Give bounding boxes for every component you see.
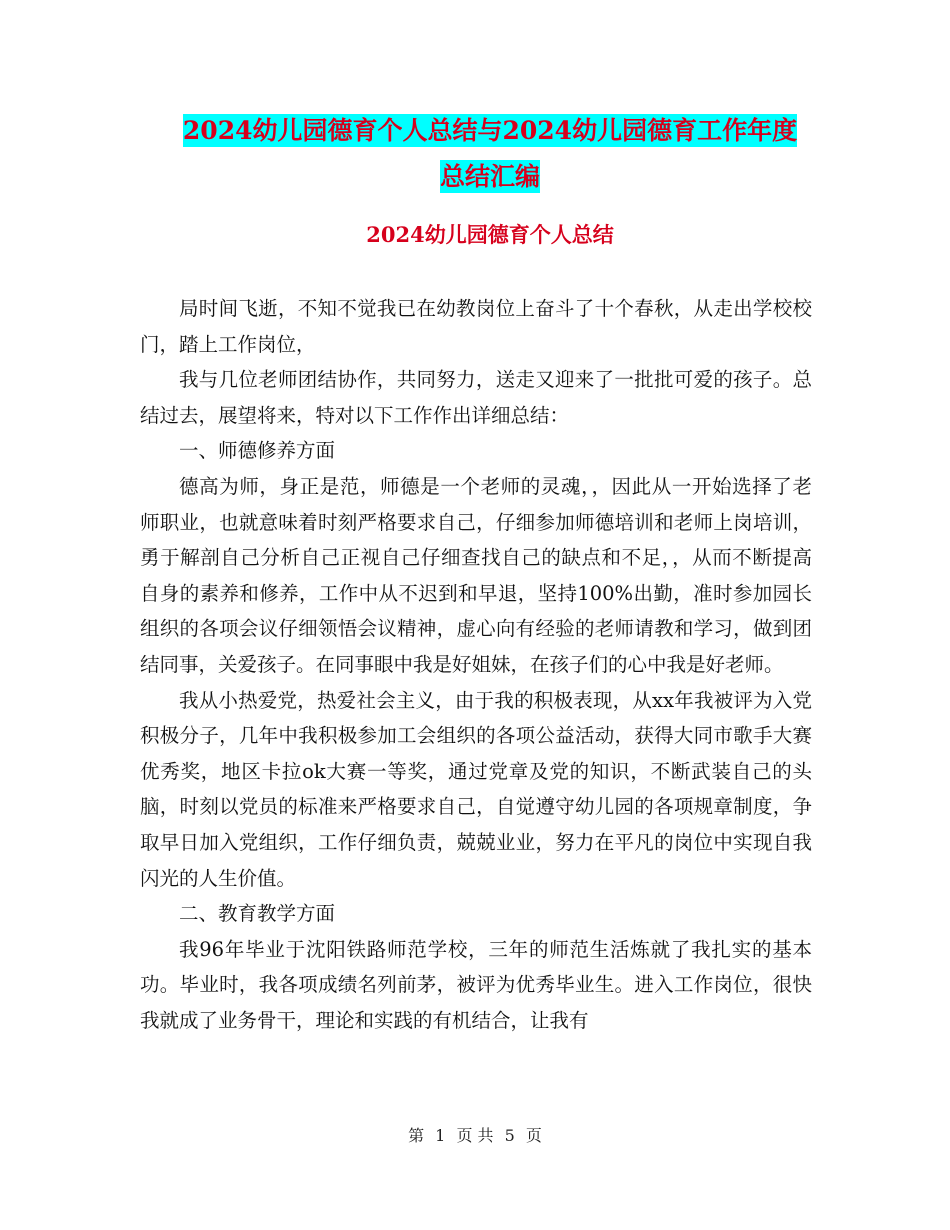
document-title-line-2: 总结汇编 <box>439 162 540 191</box>
footer-middle: 页 共 <box>456 1126 494 1145</box>
footer-page-number: 1 <box>435 1126 446 1145</box>
paragraph: 局时间飞逝，不知不觉我已在幼教岗位上奋斗了十个春秋，从走出学校校门，踏上工作岗位， <box>140 297 812 356</box>
document-body <box>140 291 812 1038</box>
footer-prefix: 第 <box>408 1126 425 1145</box>
page-footer <box>0 1124 950 1148</box>
paragraph: 我与几位老师团结协作，共同努力，送走又迎来了一批批可爱的孩子。总结过去，展望将来，特对以下工作作出详细总结： <box>140 368 812 427</box>
paragraph: 我96年毕业于沈阳铁路师范学校，三年的师范生活炼就了我扎实的基本功。毕业时，我各项成绩名列前茅，被评为优秀毕业生。进入工作岗位，很快我就成了业务骨干，理论和实践的有机结合，让我有 <box>140 937 812 1032</box>
section-title: 2024幼儿园德育个人总结 <box>366 222 614 247</box>
paragraph: 德高为师，身正是范，师德是一个老师的灵魂，，因此从一开始选择了老师职业，也就意味着时刻严格要求自己，仔细参加师德培训和老师上岗培训，勇于解剖自己分析自己正视自己仔细查找自己的缺点和不足，，从而不断提高自身的素养和修养，工作中从不迟到和早退，坚持100%出勤，准时参加园长组织的各项会议仔细领悟会议精神，虚心向有经验的老师请教和学习，做到团结同事，关爱孩子。在同事眼中我是好姐妹，在孩子们的心中我是好老师。 <box>140 474 812 676</box>
footer-suffix: 页 <box>525 1126 542 1145</box>
paragraph: 我从小热爱党，热爱社会主义，由于我的积极表现，从xx年我被评为入党积极分子，几年中我积极参加工会组织的各项公益活动，获得大同市歌手大赛优秀奖，地区卡拉ok大赛一等奖，通过党章及党的知识，不断武装自己的头脑，时刻以党员的标准来严格要求自己，自觉遵守幼儿园的各项规章制度，争取早日加入党组织，工作仔细负责，兢兢业业，努力在平凡的岗位中实现自我闪光的人生价值。 <box>140 688 812 890</box>
footer-total-pages: 5 <box>504 1126 515 1145</box>
subheading: 一、师德修养方面 <box>179 439 336 463</box>
document-title <box>140 108 840 200</box>
document-title-line-1: 2024幼儿园德育个人总结与2024幼儿园德育工作年度 <box>182 116 798 145</box>
subheading: 二、教育教学方面 <box>179 902 336 926</box>
